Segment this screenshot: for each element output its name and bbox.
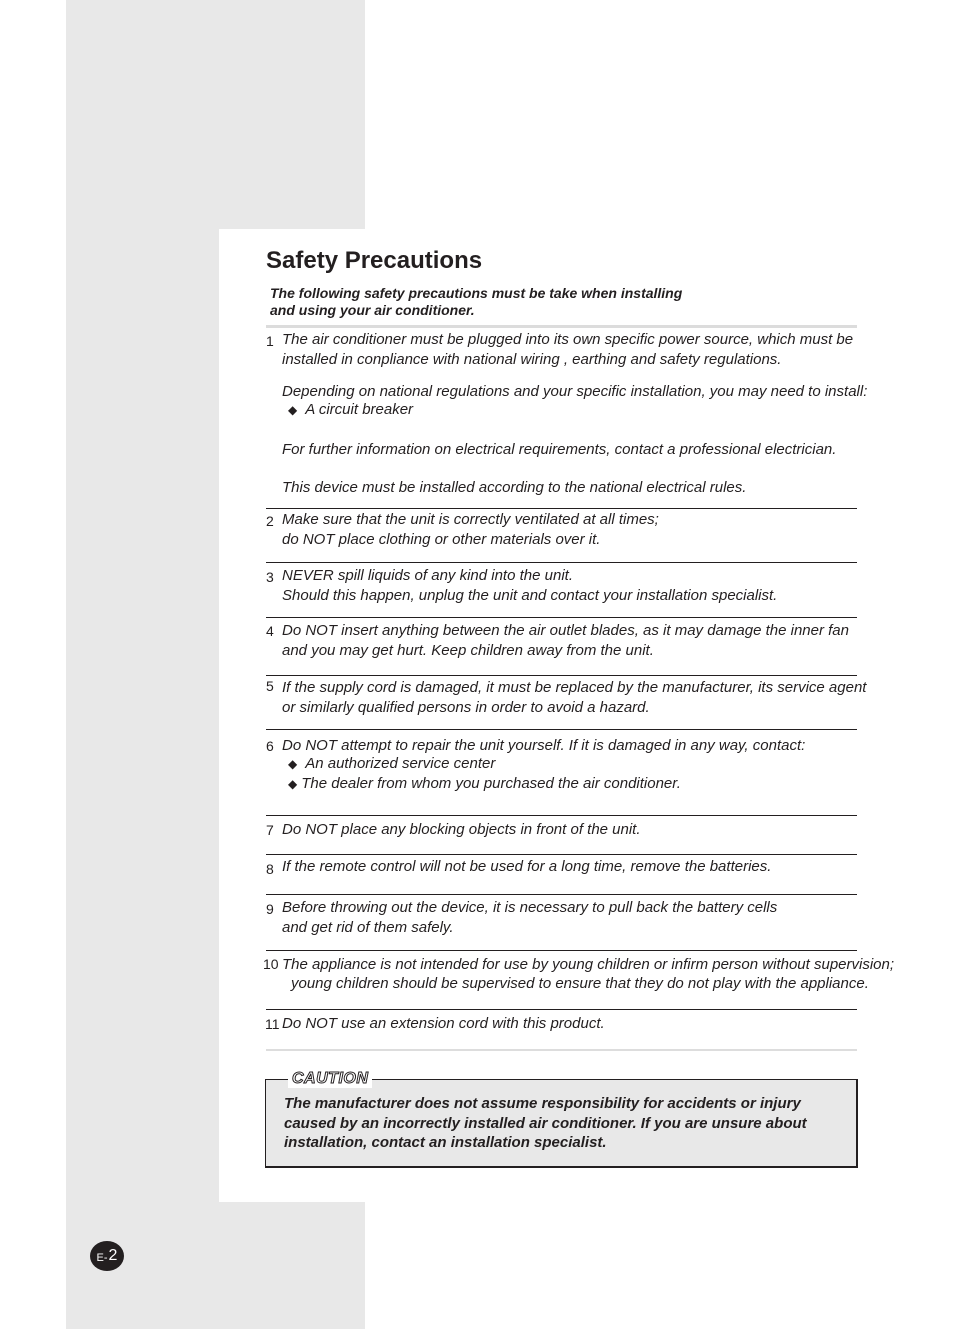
item-number: 9 [266, 901, 274, 917]
bullet-text: The dealer from whom you purchased the air conditioner. [301, 775, 681, 792]
item-line: The appliance is not intended for use by young children or infirm person without supervision; [282, 956, 895, 973]
item-text [282, 510, 659, 549]
item-line: The air conditioner must be plugged into its own specific power source, which must be [282, 331, 854, 348]
item-line: If the supply cord is damaged, it must be replaced by the manufacturer, its service agent [282, 679, 867, 696]
diamond-bullet-icon: ◆ [288, 777, 298, 791]
item-line: Do NOT use an extension cord with this product. [282, 1015, 605, 1032]
item-line: or similarly qualified persons in order to avoid a hazard. [282, 698, 650, 716]
item-number: 10 [263, 956, 279, 972]
bullet-item [288, 775, 681, 792]
item-line: This device must be installed according to the national electrical rules. [282, 479, 747, 496]
item-divider [266, 815, 857, 816]
item-number: 6 [266, 738, 274, 754]
item-divider [266, 950, 857, 951]
item-number: 4 [266, 623, 274, 639]
intro-divider [266, 325, 857, 328]
intro-line: and using your air conditioner. [270, 302, 475, 318]
item-text [282, 330, 853, 369]
intro-text [270, 285, 682, 319]
item-line: Depending on national regulations and your specific installation, you may need to install: [282, 383, 868, 400]
caution-text [284, 1094, 807, 1153]
caution-line: installation, contact an installation specialist. [284, 1134, 607, 1151]
bullet-text: A circuit breaker [305, 401, 414, 418]
item-number: 1 [266, 333, 274, 349]
page-number: 2 [108, 1247, 118, 1264]
item-number: 3 [266, 569, 274, 585]
page-prefix: E- [96, 1251, 108, 1264]
item-line: Do NOT insert anything between the air outlet blades, as it may damage the inner fan [282, 622, 849, 639]
item-line: Make sure that the unit is correctly ventilated at all times; [282, 511, 659, 528]
item-divider [266, 675, 857, 676]
item-line: For further information on electrical requirements, contact a professional electrician. [282, 441, 837, 458]
item-number: 2 [266, 513, 274, 529]
diamond-bullet-icon: ◆ [288, 757, 298, 771]
item-text [282, 678, 866, 717]
item-line: do NOT place clothing or other materials over it. [282, 530, 601, 548]
item-divider [266, 894, 857, 895]
item-line: If the remote control will not be used for a long time, remove the batteries. [282, 858, 772, 875]
item-text [282, 621, 849, 660]
item-text [282, 566, 777, 605]
item-line: Do NOT attempt to repair the unit yourself. If it is damaged in any way, contact: [282, 737, 806, 754]
list-end-divider [266, 1049, 857, 1051]
caution-label: CAUTION [288, 1070, 372, 1088]
item-line: NEVER spill liquids of any kind into the unit. [282, 567, 573, 584]
item-number: 5 [266, 678, 274, 694]
item-line: young children should be supervised to ensure that they do not play with the appliance. [291, 975, 869, 992]
bullet-text: An authorized service center [305, 755, 496, 772]
item-divider [266, 508, 857, 509]
item-number: 11 [265, 1016, 280, 1032]
item-line: and you may get hurt. Keep children away from the unit. [282, 641, 654, 659]
item-divider [266, 562, 857, 563]
item-divider [266, 617, 857, 618]
item-number: 8 [266, 861, 274, 877]
page-title: Safety Precautions [266, 247, 483, 274]
caution-line: caused by an incorrectly installed air conditioner. If you are unsure about [284, 1114, 807, 1132]
item-divider [266, 729, 857, 730]
item-line: Before throwing out the device, it is necessary to pull back the battery cells [282, 899, 778, 916]
caution-line: The manufacturer does not assume responsibility for accidents or injury [284, 1095, 801, 1112]
item-divider [266, 854, 857, 855]
item-text [282, 898, 777, 937]
item-line: installed in conpliance with national wiring , earthing and safety regulations. [282, 350, 782, 368]
item-divider [266, 1009, 857, 1010]
bullet-item [288, 755, 495, 772]
item-number: 7 [266, 822, 274, 838]
item-line: Should this happen, unplug the unit and contact your installation specialist. [282, 586, 778, 604]
item-line: and get rid of them safely. [282, 918, 454, 936]
item-line: Do NOT place any blocking objects in front of the unit. [282, 821, 641, 838]
intro-line: The following safety precautions must be take when installing [270, 285, 683, 301]
bullet-item [288, 401, 413, 418]
diamond-bullet-icon: ◆ [288, 403, 298, 417]
page-number-badge [90, 1241, 124, 1271]
